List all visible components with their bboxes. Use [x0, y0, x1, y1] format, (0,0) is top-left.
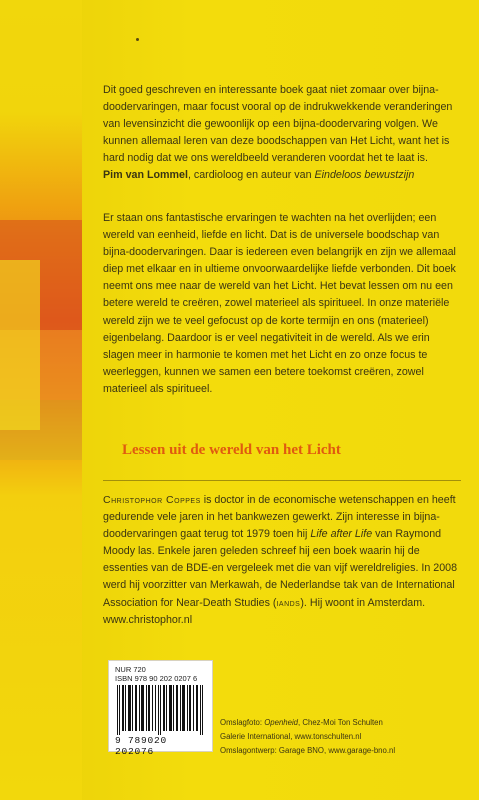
- bio-iands: iands: [276, 596, 301, 609]
- quote-author: Pim van Lommel: [103, 169, 188, 182]
- credit-photo: [220, 716, 472, 730]
- isbn-code: ISBN 978 90 202 0207 6: [115, 674, 198, 683]
- credit-photo-rest: , Chez-Moi Ton Schulten: [298, 718, 383, 727]
- print-speck: [136, 38, 139, 41]
- quote-author-role: , cardioloog en auteur van: [187, 169, 315, 182]
- bio-author-name: Christophor Coppes: [103, 494, 201, 506]
- quote-paragraph: [103, 82, 463, 185]
- description-paragraph: Er staan ons fantastische ervaringen te wachten na het overlijden; een wereld van eenheid, liefde en licht. Dat is de universele boodschap van bijna-doodervaringen. Daar is iedereen even belangrijk en zijn we allemaal diep met elkaar en in ultieme onvoorwaardelijke liefde verbonden. Dit boek neemt ons mee naar de wereld van het Licht. Het bevat lessen om nu een betere wereld te creëren, zowel materieel als spiritueel. In onze materiële wereld zijn we te veel gefocust op de korte termijn en ons (materieel) eigenbelang. Daardoor is er veel negativiteit in de wereld. Als we erin slagen meer in harmonie te komen met het Licht en zo onze focus te weerleggen, kunnen we samen een betere toekomst creëren, zowel materieel als spiritueel.: [103, 212, 456, 395]
- bio-text-1: is doctor in de economische wetenschappen en heeft gedurende vele jaren in het bankwezen gewerkt. Zijn interesse in bijna-doodervaringen gaat terug tot 1979 toen hij: [103, 494, 456, 541]
- divider: [103, 480, 461, 481]
- cover-art-block: [0, 260, 40, 430]
- barcode-number: 9 789020 202076: [115, 735, 168, 757]
- nur-code: NUR 720: [115, 665, 146, 674]
- bio-text-3: ). Hij woont in Amsterdam. www.christophor.nl: [103, 596, 426, 626]
- book-title: Lessen uit de wereld van het Licht: [122, 442, 341, 458]
- credit-gallery: Galerie International, www.tonschulten.nl: [220, 732, 362, 741]
- cover-credits: [220, 716, 472, 758]
- quote-text: Dit goed geschreven en interessante boek gaat niet zomaar over bijna-doodervaringen, maar focust vooral op de indrukwekkende veranderingen van levensinzicht die gewoonlijk op een bijna-doodervaring volgen. We kunnen allemaal leren van deze boodschappen van Het Licht, want het is hard nodig dat we ons wereldbeeld veranderen voordat het te laat is.: [103, 84, 453, 165]
- bio-text-2: van Raymond Moody las. Enkele jaren geleden schreef hij een boek waarin hij de essenties van de BDE-en vergeleek met die van vijf wereldreligies. In 2008 werd hij voorzitter van Merkawah, de Nederlandse tak van de International Association for Near-Death Studies (: [103, 528, 458, 609]
- bio-book-title: Life after Life: [310, 528, 373, 541]
- barcode-box: [108, 660, 213, 757]
- credit-photo-title: Openheid: [264, 718, 299, 727]
- credit-photo-label: Omslagfoto:: [220, 718, 265, 727]
- barcode-icon: [115, 685, 206, 735]
- credit-design: Omslagontwerp: Garage BNO, www.garage-bno.nl: [220, 746, 396, 755]
- quote-author-book: Eindeloos bewustzijn: [314, 169, 415, 182]
- bio-paragraph: [103, 492, 463, 629]
